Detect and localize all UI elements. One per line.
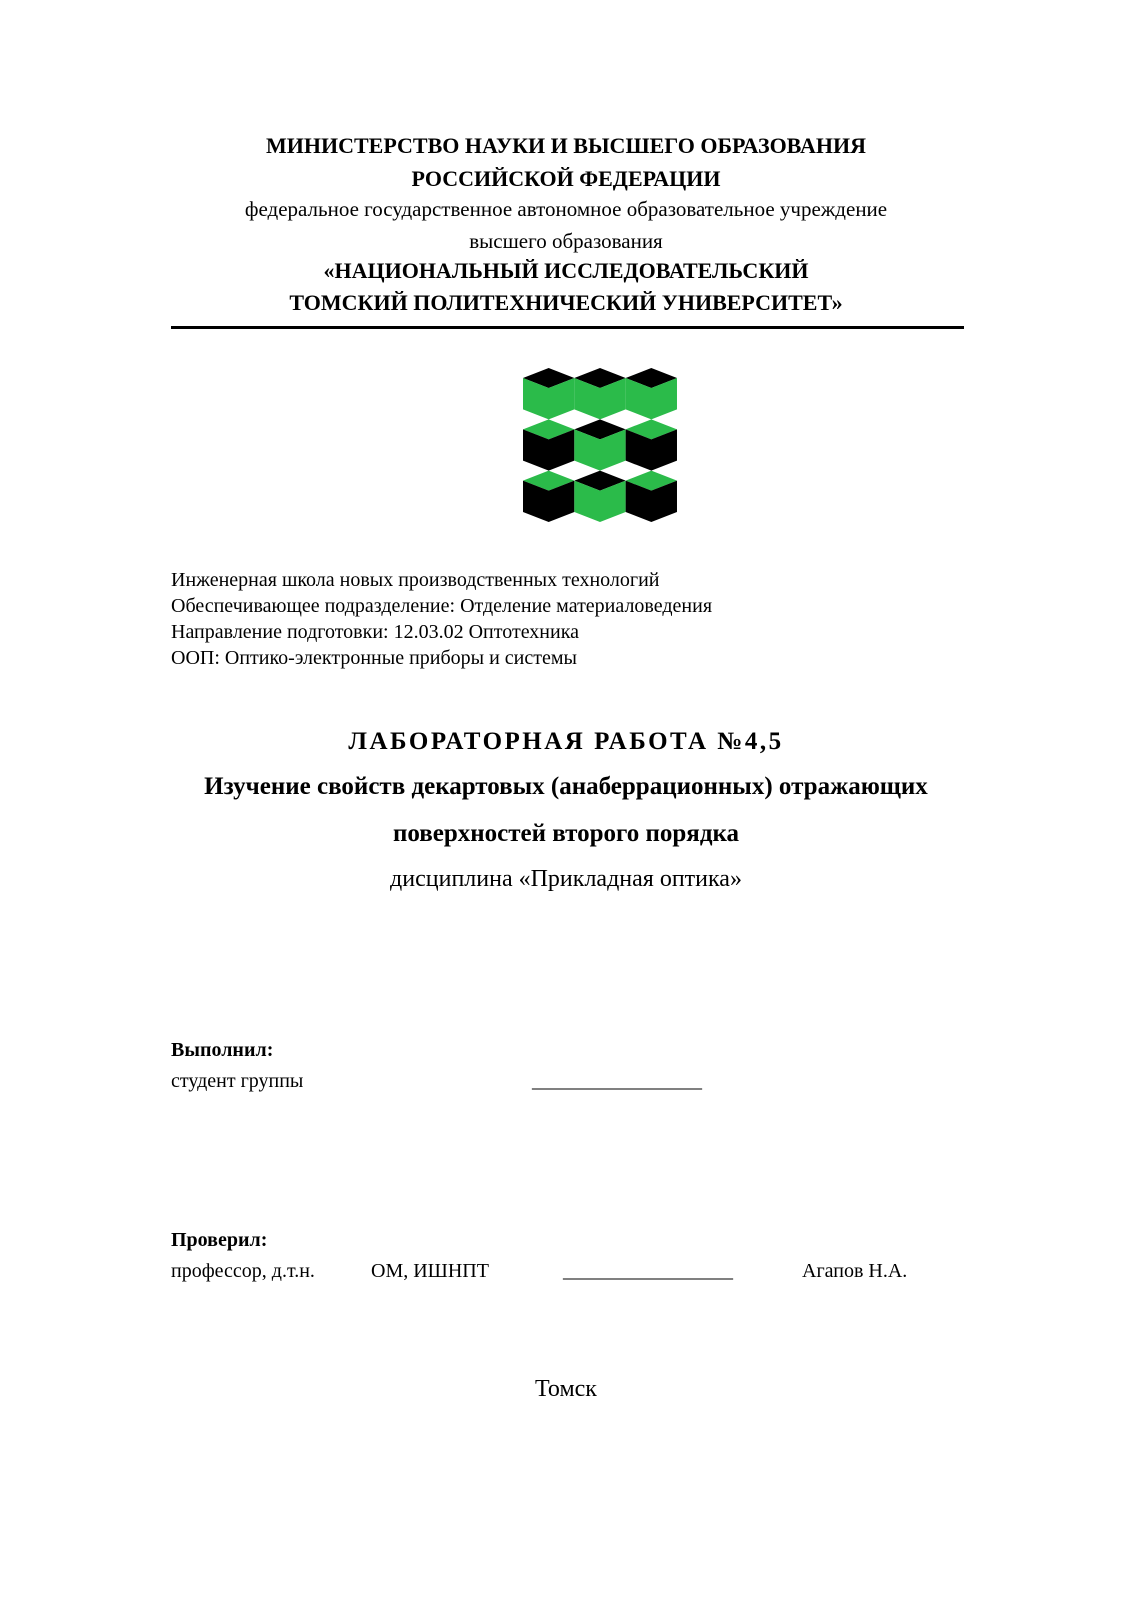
educational-program: ООП: Оптико-электронные приборы и системы bbox=[171, 647, 577, 669]
university-name-line2: ТОМСКИЙ ПОЛИТЕХНИЧЕСКИЙ УНИВЕРСИТЕТ» bbox=[289, 290, 843, 315]
education-level: высшего образования bbox=[469, 229, 663, 253]
division-name: Обеспечивающее подразделение: Отделение материаловедения bbox=[171, 595, 713, 617]
student-signature-line: _________________ bbox=[532, 1070, 702, 1092]
checker-title: профессор, д.т.н. bbox=[171, 1260, 315, 1282]
topic-line2: поверхностей второго порядка bbox=[392, 820, 740, 847]
checker-name: Агапов Н.А. bbox=[802, 1260, 908, 1282]
ministry-heading: МИНИСТЕРСТВО НАУКИ И ВЫСШЕГО ОБРАЗОВАНИЯ bbox=[266, 133, 866, 158]
lab-title: ЛАБОРАТОРНАЯ РАБОТА №4,5 bbox=[348, 728, 784, 755]
training-direction: Направление подготовки: 12.03.02 Оптотехника bbox=[171, 621, 580, 643]
checker-signature-line: _________________ bbox=[563, 1260, 733, 1282]
checker-department: ОМ, ИШНПТ bbox=[371, 1260, 489, 1282]
info-block bbox=[171, 567, 712, 671]
university-name-line1: «НАЦИОНАЛЬНЫЙ ИССЛЕДОВАТЕЛЬСКИЙ bbox=[323, 258, 809, 283]
tpu-cubes-logo-icon bbox=[523, 368, 677, 522]
institution-type: федеральное государственное автономное образовательное учреждение bbox=[244, 197, 888, 221]
federation-heading: РОССИЙСКОЙ ФЕДЕРАЦИИ bbox=[411, 166, 721, 191]
student-group-label: студент группы bbox=[171, 1070, 304, 1092]
topic-line1: Изучение свойств декартовых (анаберрационных) отражающих bbox=[204, 773, 928, 800]
city: Томск bbox=[535, 1376, 597, 1402]
header-divider bbox=[171, 326, 964, 329]
checked-label: Проверил: bbox=[171, 1229, 268, 1251]
school-name: Инженерная школа новых производственных технологий bbox=[171, 569, 660, 591]
discipline: дисциплина «Прикладная оптика» bbox=[390, 866, 742, 892]
performed-label: Выполнил: bbox=[171, 1039, 274, 1061]
